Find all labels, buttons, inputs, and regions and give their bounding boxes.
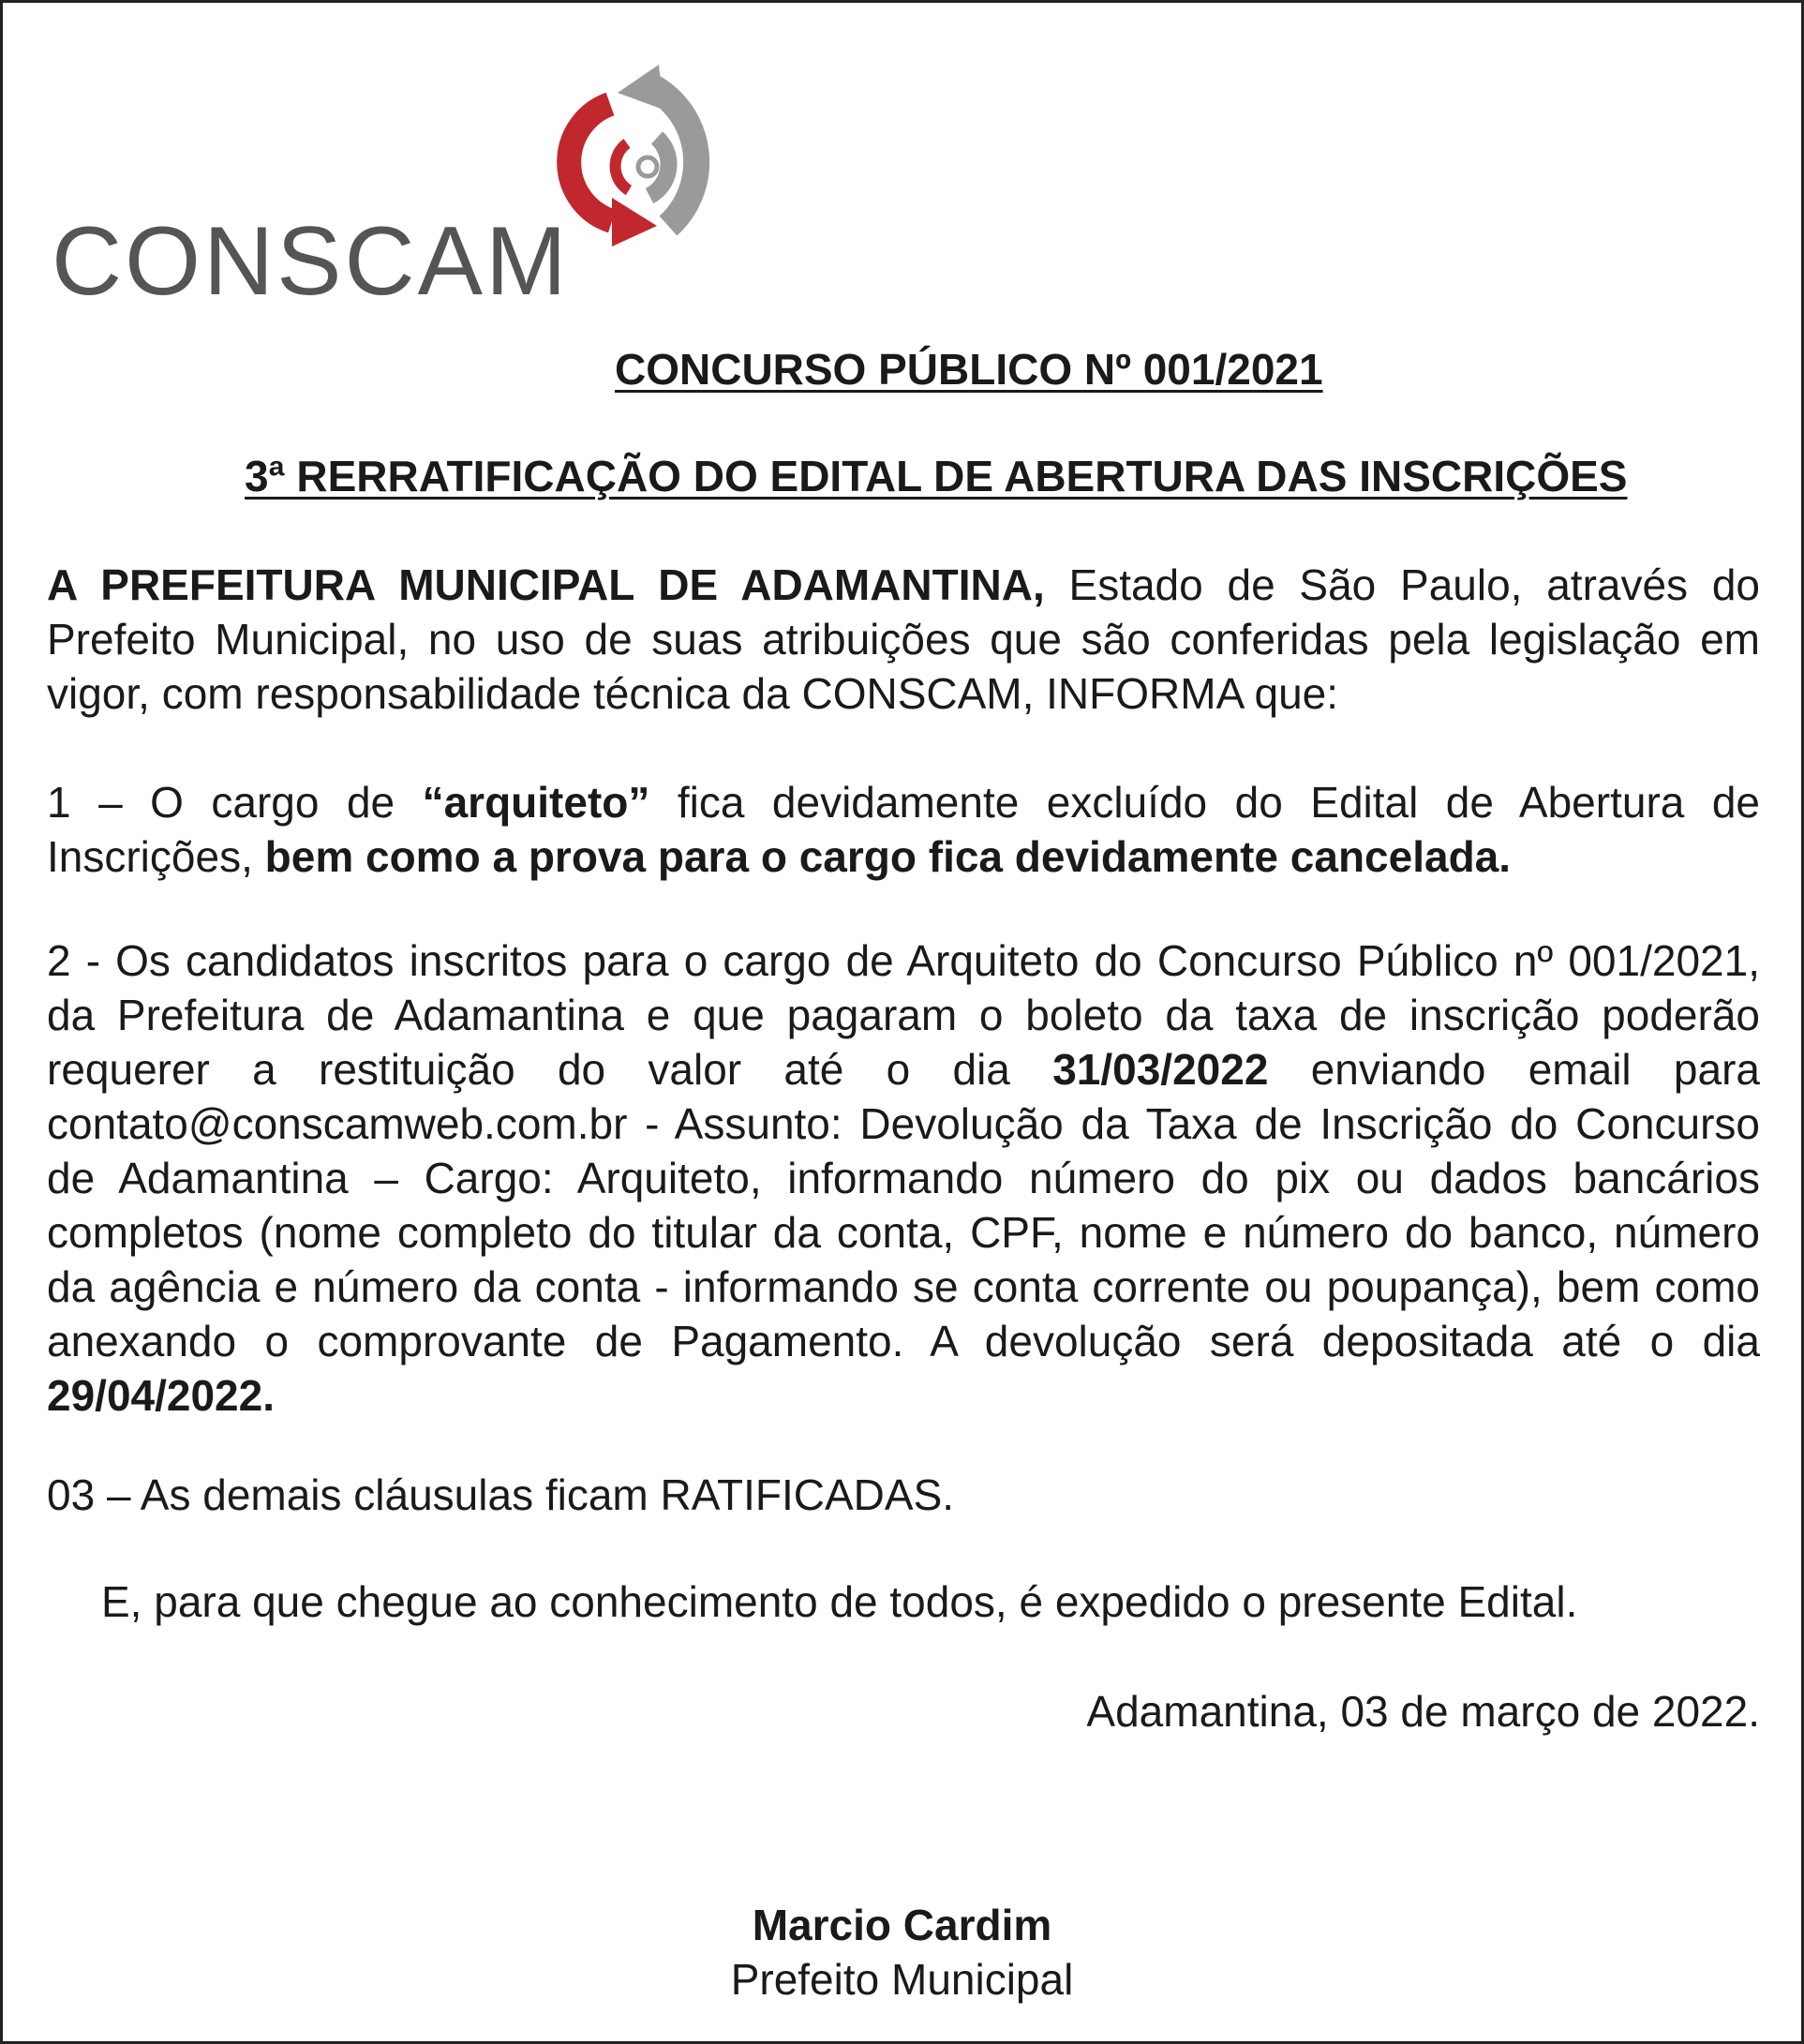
signer-role: Prefeito Municipal [730,1955,1074,2004]
place-and-date: Adamantina, 03 de março de 2022. [1086,1687,1760,1736]
document-title: CONCURSO PÚBLICO Nº 001/2021 [615,345,1323,394]
item-1-prefix: 1 – O cargo de [47,778,423,827]
item-2-deposit-date: 29/04/2022. [47,1371,276,1420]
item-1-role: “arquiteto” [422,778,650,827]
item-3-paragraph: 03 – As demais cláusulas ficam RATIFICADAS. [47,1470,955,1519]
item-1-middle: fica devidamente excluído do Edital de Abertura de Inscrições, [47,778,1760,881]
item-1-bold-end: bem como a prova para o cargo fica devidamente cancelada. [264,832,1512,881]
intro-bold: A PREFEITURA MUNICIPAL DE ADAMANTINA, [47,560,1045,609]
signature-block [3,1898,1801,2007]
conscam-logo [50,48,724,316]
item-2-paragraph [47,933,1760,1423]
intro-text: Estado de São Paulo, através do Prefeito Municipal, no uso de suas atribuições que são conferidas pela legislação em vigor, com responsabilidade técnica da CONSCAM, INFORMA que: [47,560,1760,718]
item-2-part2: enviando email para contato@conscamweb.com.br - Assunto: Devolução da Taxa de Inscrição do Concurso de Adamantina – Cargo: Arquiteto, informando número do pix ou dados bancários completos (nome completo do titular da conta, CPF, nome e número do banco, número da agência e número da conta - informando se conta corrente ou poupança), bem como anexando o comprovante de Pagamento. A devolução será depositada até o dia [47,1045,1760,1365]
item-2-deadline: 31/03/2022 [1052,1045,1269,1094]
item-2-part1: 2 - Os candidatos inscritos para o cargo de Arquiteto do Concurso Público nº 001/2021, da Prefeitura de Adamantina e que pagaram o boleto da taxa de inscrição poderão requerer a restituição do valor até o dia [47,936,1760,1094]
document-subtitle: 3ª RERRATIFICAÇÃO DO EDITAL DE ABERTURA DAS INSCRIÇÕES [245,452,1628,500]
item-1-paragraph [47,775,1760,884]
closing-statement: E, para que chegue ao conhecimento de todos, é expedido o presente Edital. [101,1577,1578,1626]
logo-wordmark: CONSCAM [52,207,570,316]
signer-name: Marcio Cardim [752,1901,1052,1949]
intro-paragraph [47,558,1760,721]
